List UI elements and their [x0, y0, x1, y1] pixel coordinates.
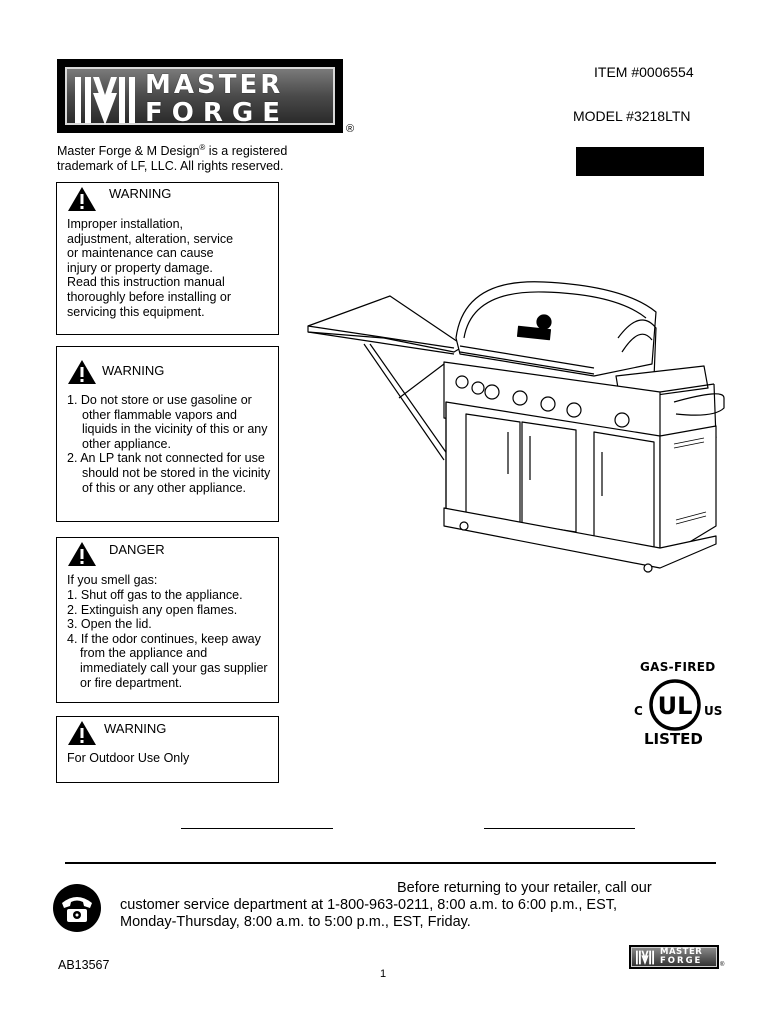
registered-mark: ®	[346, 123, 355, 135]
signature-line-right	[484, 828, 635, 829]
customer-service-line2: customer service department at 1-800-963-0211, 8:00 a.m. to 6:00 p.m., EST,	[120, 897, 618, 913]
master-forge-logo-icon	[75, 75, 135, 125]
ul-center-text: UL	[657, 692, 693, 720]
list-item: 3. Open the lid.	[67, 617, 152, 632]
ul-us-text: US	[704, 704, 723, 718]
warning-box-installation	[56, 182, 279, 335]
trademark-notice	[57, 140, 337, 174]
model-number: MODEL #3218LTN	[573, 108, 691, 124]
ul-listed-mark-icon	[648, 678, 702, 732]
warning-triangle-icon	[67, 541, 97, 567]
footer-logo-forge: FORGE	[660, 956, 703, 966]
logo-word-forge: FORGE	[145, 98, 289, 128]
warning-line: servicing this equipment.	[67, 304, 205, 319]
warning-line: Read this instruction manual	[67, 275, 225, 290]
footer-logo	[629, 945, 719, 969]
logo-word-master: MASTER	[145, 70, 284, 100]
warning-body: For Outdoor Use Only	[67, 751, 190, 765]
document-code: AB13567	[58, 958, 110, 972]
trademark-sup: ®	[199, 143, 206, 152]
footer-logo-master: MASTER	[660, 947, 703, 957]
warning-box-outdoor	[56, 716, 279, 783]
danger-intro: If you smell gas:	[67, 573, 158, 587]
warning-title: WARNING	[102, 363, 165, 378]
list-item: 2. Extinguish any open flames.	[67, 602, 238, 617]
ul-c-text: C	[634, 704, 643, 718]
trademark-text-line2: trademark of LF, LLC. All rights reserved.	[57, 159, 284, 174]
warning-body	[67, 217, 272, 319]
warning-line: injury or property damage.	[67, 260, 213, 275]
list-item: 2. An LP tank not connected for use should not be stored in the vicinity of this or any other appliance.	[67, 451, 271, 495]
redacted-bar	[576, 147, 704, 176]
page-number: 1	[380, 968, 387, 980]
item-number: ITEM #0006554	[594, 64, 694, 80]
warning-triangle-icon	[67, 359, 97, 385]
warning-title: WARNING	[109, 186, 172, 201]
list-item: 1. Shut off gas to the appliance.	[67, 588, 243, 602]
warning-line: or maintenance can cause	[67, 246, 214, 261]
warning-triangle-icon	[67, 720, 97, 746]
trademark-text-post: is a registered	[205, 144, 288, 159]
customer-service-line3: Monday-Thursday, 8:00 a.m. to 5:00 p.m., EST, Friday.	[120, 914, 471, 930]
trademark-text-pre: Master Forge & M Design	[57, 144, 200, 159]
ul-listed-text: LISTED	[644, 730, 703, 748]
warning-title: WARNING	[104, 721, 167, 736]
signature-line-left	[181, 828, 333, 829]
master-forge-logo-icon	[635, 950, 655, 965]
customer-service-line1: Before returning to your retailer, call our	[397, 880, 652, 896]
warning-list	[67, 393, 272, 495]
ul-listed-mark	[620, 660, 730, 752]
warning-line: thoroughly before installing or	[67, 289, 231, 304]
grill-illustration	[304, 268, 736, 576]
footer-registered-mark: ®	[720, 962, 725, 968]
divider	[65, 862, 716, 864]
warning-triangle-icon	[67, 186, 97, 212]
danger-title: DANGER	[109, 542, 165, 557]
danger-box-gas-smell	[56, 537, 279, 703]
telephone-icon	[52, 883, 102, 933]
master-forge-logo	[57, 59, 343, 133]
warning-box-flammables	[56, 346, 279, 522]
warning-line: Improper installation,	[67, 217, 184, 231]
warning-line: adjustment, alteration, service	[67, 231, 234, 246]
danger-list	[67, 588, 272, 690]
list-item: 1. Do not store or use gasoline or other flammable vapors and liquids in the vicinity of this or any other appliance.	[67, 393, 268, 451]
ul-gas-fired-text: GAS-FIRED	[640, 660, 716, 674]
list-item: 4. If the odor continues, keep away from the appliance and immediately call your gas supplier or fire department.	[67, 631, 268, 690]
